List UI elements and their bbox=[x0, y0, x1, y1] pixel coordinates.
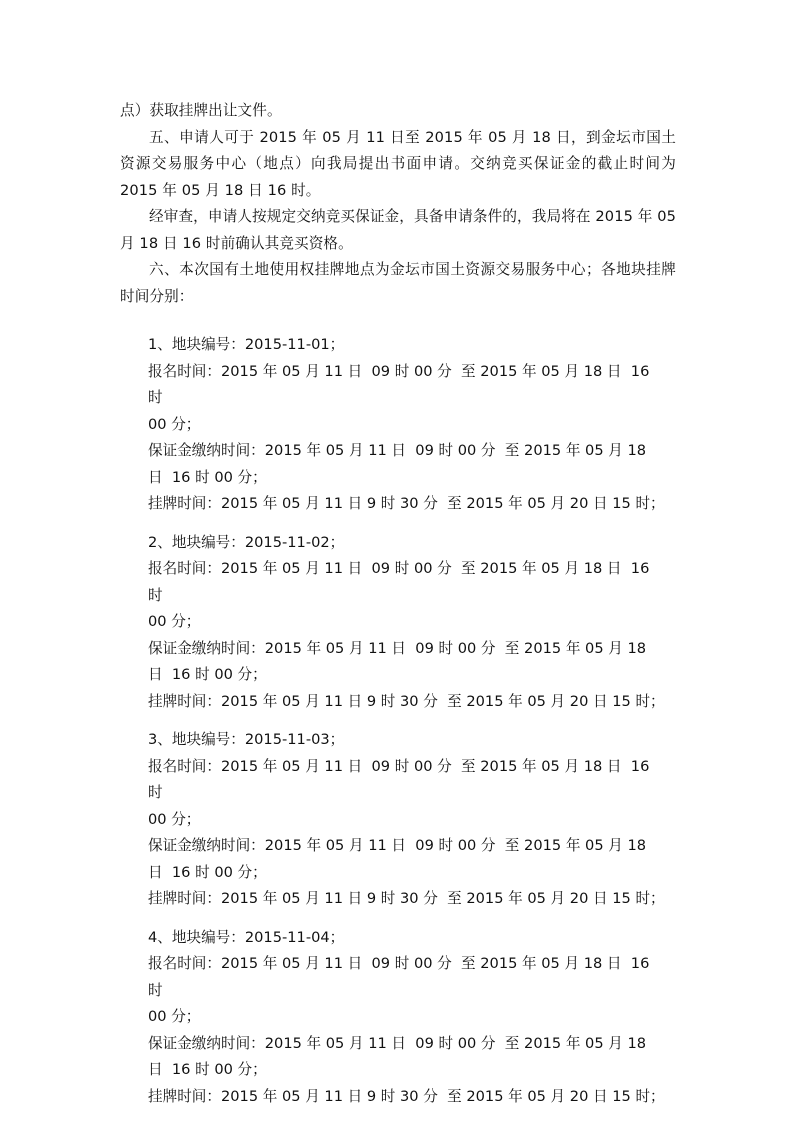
registration-time-cont: 00 分； bbox=[148, 1008, 201, 1025]
listing-time: 挂牌时间：2015 年 05 月 11 日 9 时 30 分 至 2015 年 05 月 20 日 15 时； bbox=[148, 1087, 665, 1105]
plot-schedule-list bbox=[148, 332, 668, 1122]
document-body bbox=[120, 98, 676, 310]
deposit-time-cont: 日 16 时 00 分； bbox=[148, 666, 267, 683]
plot-entry-3 bbox=[148, 727, 668, 913]
deposit-time-cont: 日 16 时 00 分； bbox=[148, 468, 267, 486]
deposit-time-cont: 日 16 时 00 分； bbox=[148, 863, 267, 881]
registration-time: 报名时间：2015 年 05 月 11 日 09 时 00 分 至 2015 年 05 月 18 日 16 时 bbox=[148, 560, 655, 604]
registration-time-cont: 00 分； bbox=[148, 415, 201, 433]
paragraph-review: 经审查，申请人按规定交纳竞买保证金，具备申请条件的，我局将在 2015 年 05 月 18 日 16 时前确认其竞买资格。 bbox=[120, 208, 676, 252]
paragraph-section-six: 六、本次国有土地使用权挂牌地点为金坛市国土资源交易服务中心；各地块挂牌时间分别： bbox=[120, 261, 676, 305]
paragraph-continuation: 点）获取挂牌出让文件。 bbox=[120, 102, 282, 119]
plot-entry-1 bbox=[148, 332, 668, 518]
plot-title: 1、地块编号：2015-11-01； bbox=[148, 336, 345, 353]
deposit-time: 保证金缴纳时间：2015 年 05 月 11 日 09 时 00 分 至 2015 年 05 月 18 bbox=[148, 1034, 647, 1052]
deposit-time: 保证金缴纳时间：2015 年 05 月 11 日 09 时 00 分 至 2015 年 05 月 18 bbox=[148, 442, 647, 459]
listing-time: 挂牌时间：2015 年 05 月 11 日 9 时 30 分 至 2015 年 05 月 20 日 15 时； bbox=[148, 692, 665, 710]
deposit-time: 保证金缴纳时间：2015 年 05 月 11 日 09 时 00 分 至 2015 年 05 月 18 bbox=[148, 837, 647, 854]
deposit-time-cont: 日 16 时 00 分； bbox=[148, 1061, 267, 1078]
plot-title: 2、地块编号：2015-11-02； bbox=[148, 533, 345, 551]
paragraph-section-five: 五、申请人可于 2015 年 05 月 11 日至 2015 年 05 月 18 日，到金坛市国土资源交易服务中心（地点）向我局提出书面申请。交纳竞买保证金的截止时间为 2015 年 05 月 18 日 16 时。 bbox=[120, 128, 676, 199]
listing-time: 挂牌时间：2015 年 05 月 11 日 9 时 30 分 至 2015 年 05 月 20 日 15 时； bbox=[148, 890, 665, 907]
listing-time: 挂牌时间：2015 年 05 月 11 日 9 时 30 分 至 2015 年 05 月 20 日 15 时； bbox=[148, 495, 665, 512]
registration-time: 报名时间：2015 年 05 月 11 日 09 时 00 分 至 2015 年 05 月 18 日 16 时 bbox=[148, 955, 655, 999]
registration-time: 报名时间：2015 年 05 月 11 日 09 时 00 分 至 2015 年 05 月 18 日 16 时 bbox=[148, 757, 655, 801]
plot-title: 3、地块编号：2015-11-03； bbox=[148, 731, 345, 748]
registration-time-cont: 00 分； bbox=[148, 810, 201, 828]
plot-entry-2 bbox=[148, 530, 668, 716]
registration-time: 报名时间：2015 年 05 月 11 日 09 时 00 分 至 2015 年 05 月 18 日 16 时 bbox=[148, 362, 655, 406]
plot-title: 4、地块编号：2015-11-04； bbox=[148, 928, 345, 946]
plot-entry-4 bbox=[148, 925, 668, 1111]
registration-time-cont: 00 分； bbox=[148, 613, 201, 630]
deposit-time: 保证金缴纳时间：2015 年 05 月 11 日 09 时 00 分 至 2015 年 05 月 18 bbox=[148, 639, 647, 657]
